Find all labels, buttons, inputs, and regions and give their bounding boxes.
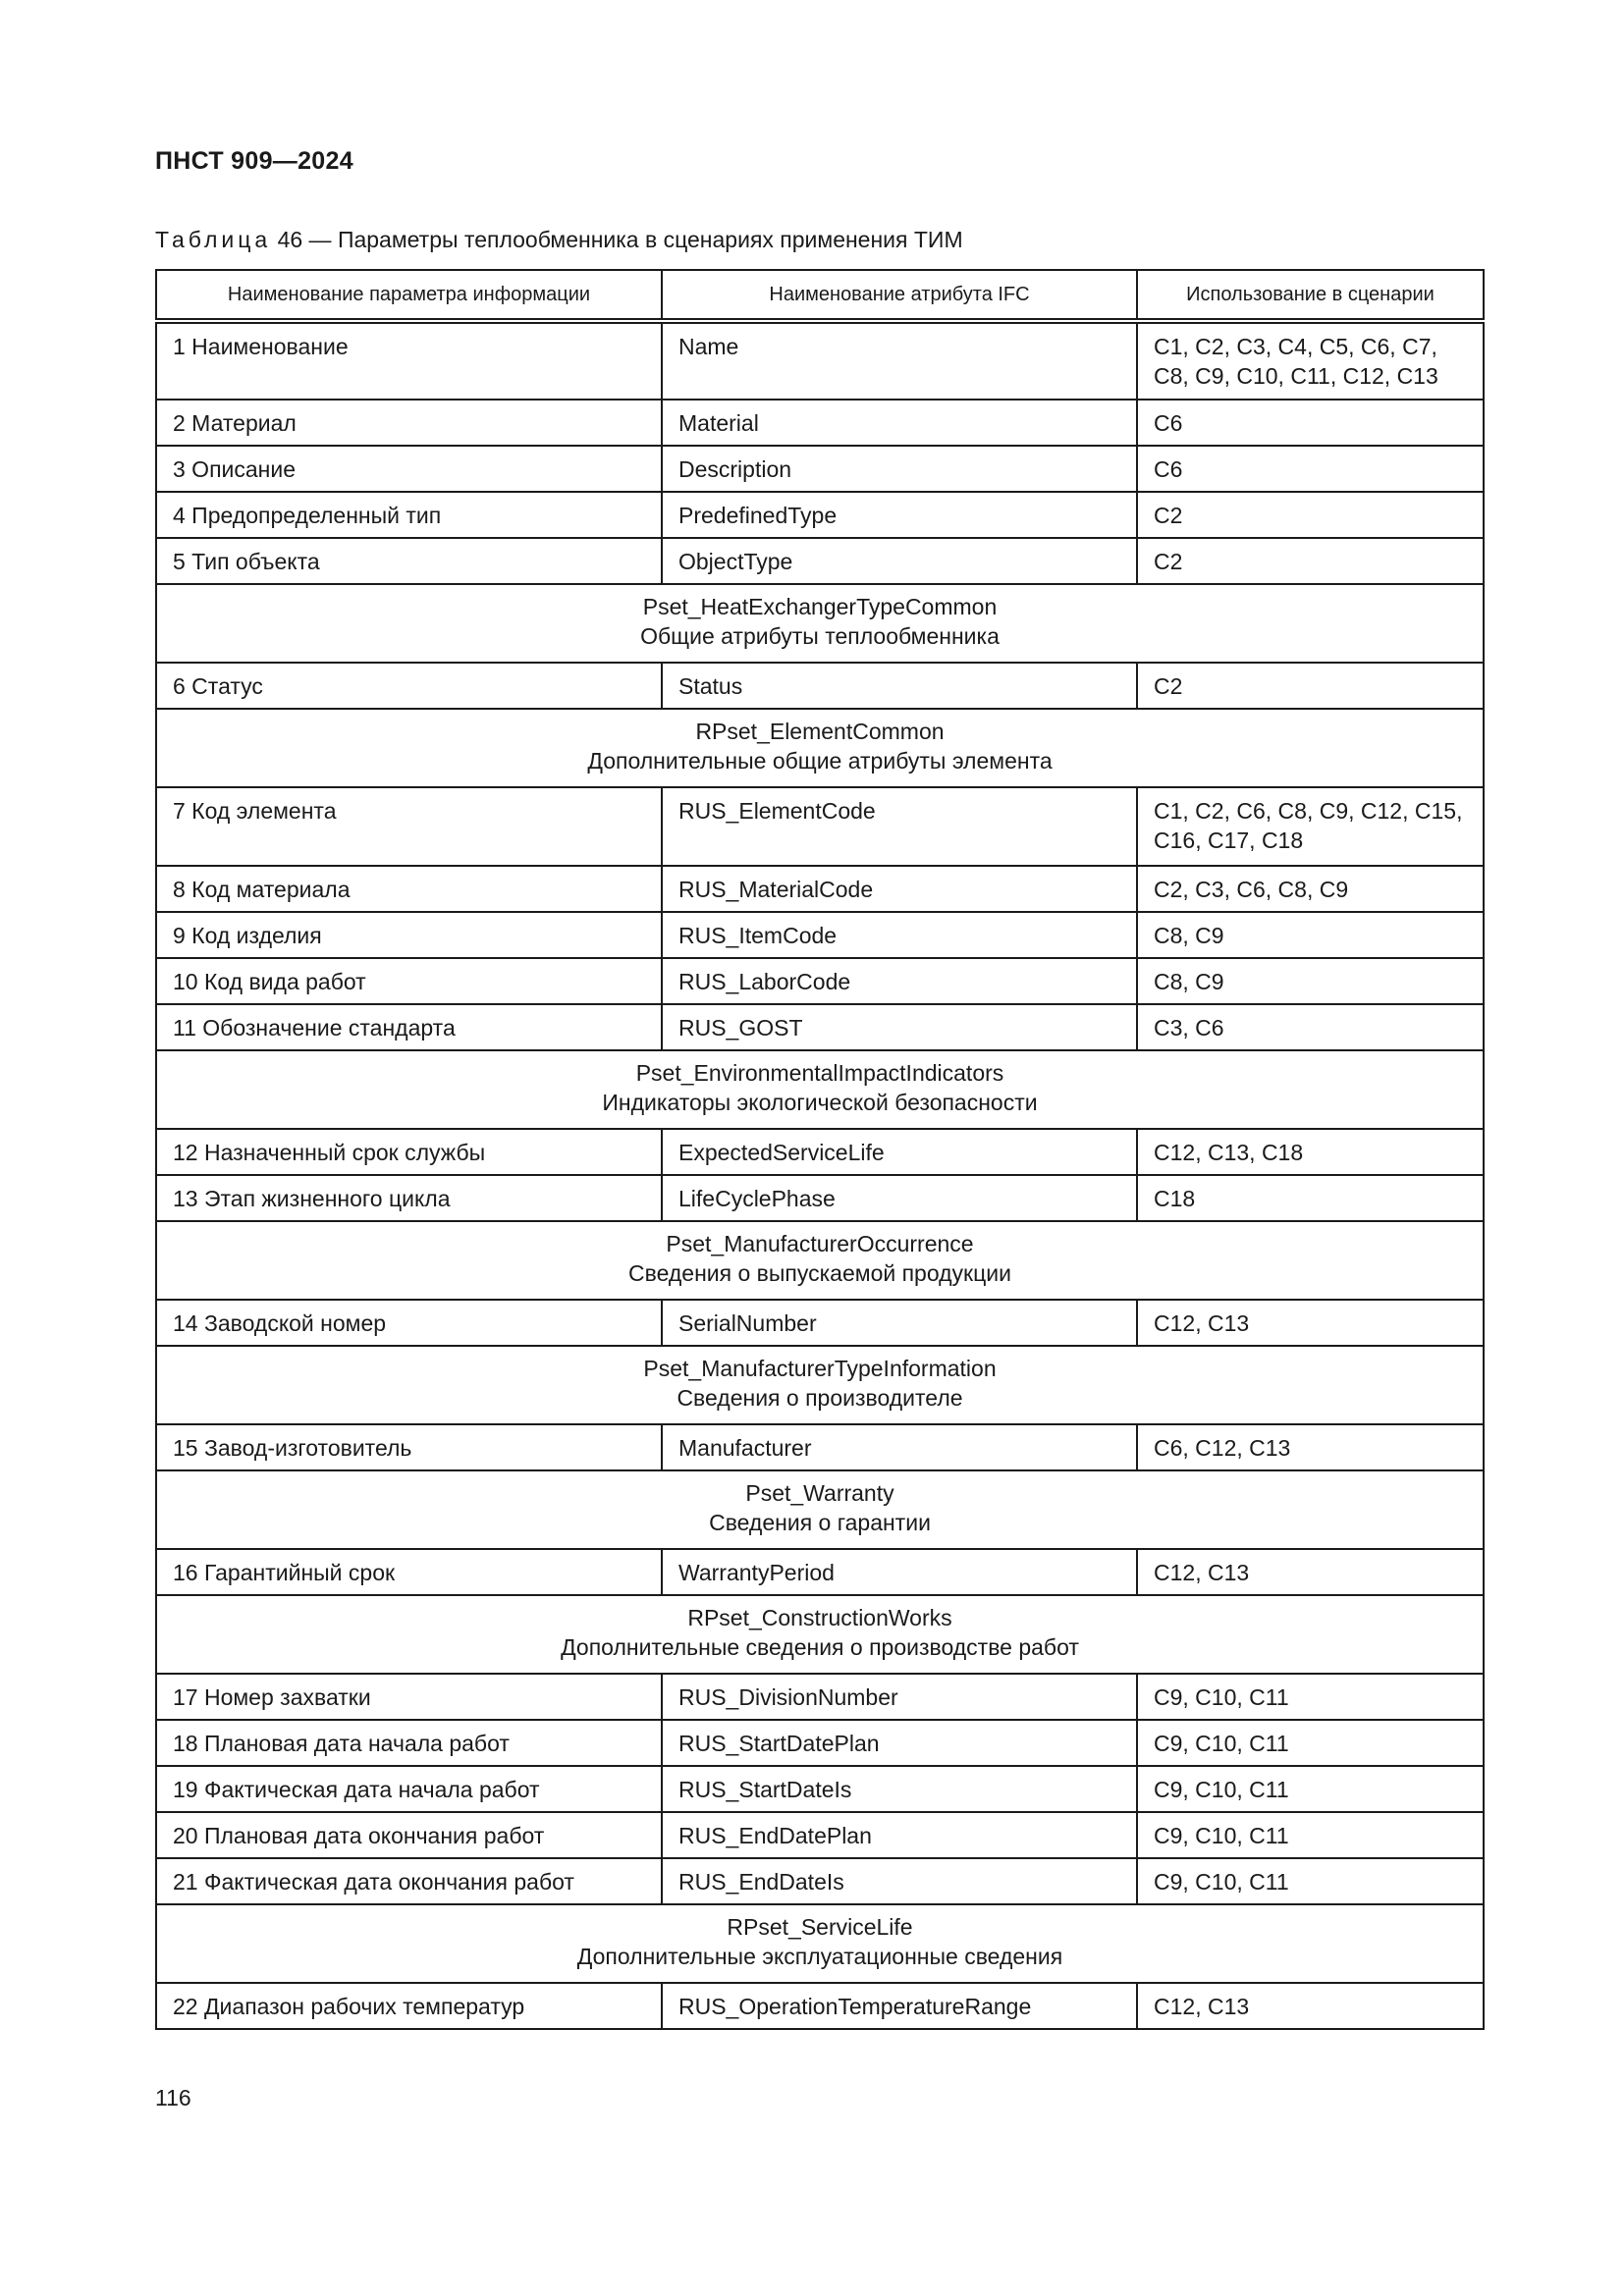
group-cell [156,584,1484,663]
ifc-attribute-cell: RUS_ItemCode [662,912,1137,958]
param-cell: 10 Код вида работ [156,958,662,1004]
group-cell [156,1904,1484,1983]
param-cell: 5 Тип объекта [156,538,662,584]
scenario-cell: C2 [1137,538,1484,584]
ifc-attribute-cell: SerialNumber [662,1300,1137,1346]
table-group-row [156,709,1484,787]
table-row [156,1766,1484,1812]
table-group-row [156,1221,1484,1300]
table-caption [155,227,963,253]
group-description: Дополнительные сведения о производстве работ [561,1634,1079,1660]
param-cell: 18 Плановая дата начала работ [156,1720,662,1766]
scenario-cell: C8, C9 [1137,912,1484,958]
table-row [156,1004,1484,1050]
ifc-attribute-cell: Description [662,446,1137,492]
ifc-attribute-cell: RUS_EndDatePlan [662,1812,1137,1858]
ifc-attribute-cell: Manufacturer [662,1424,1137,1470]
table-row [156,866,1484,912]
scenario-cell: C2, C3, C6, C8, C9 [1137,866,1484,912]
table-row [156,321,1484,400]
table-caption-prefix: Таблица [155,227,272,252]
table-row [156,1674,1484,1720]
ifc-attribute-cell: LifeCyclePhase [662,1175,1137,1221]
scenario-cell: C12, C13, C18 [1137,1129,1484,1175]
table-group-row [156,1904,1484,1983]
table-row [156,1858,1484,1904]
scenario-cell: C3, C6 [1137,1004,1484,1050]
scenario-cell: C1, C2, C3, C4, C5, C6, C7, C8, C9, C10, C11, C12, C13 [1137,321,1484,400]
param-cell: 11 Обозначение стандарта [156,1004,662,1050]
ifc-attribute-cell: RUS_StartDatePlan [662,1720,1137,1766]
scenario-cell: C6 [1137,400,1484,446]
table-row [156,1720,1484,1766]
group-pset-name: RPset_ServiceLife [727,1914,913,1940]
scenario-cell: C2 [1137,663,1484,709]
table-caption-text: 46 — Параметры теплообменника в сценариях применения ТИМ [271,227,963,252]
scenario-cell: C18 [1137,1175,1484,1221]
table-row [156,538,1484,584]
scenario-cell: C9, C10, C11 [1137,1858,1484,1904]
group-cell [156,1346,1484,1424]
table-row [156,1549,1484,1595]
scenario-cell: C8, C9 [1137,958,1484,1004]
group-pset-name: RPset_ConstructionWorks [687,1605,952,1630]
scenario-cell: C9, C10, C11 [1137,1720,1484,1766]
ifc-attribute-cell: ExpectedServiceLife [662,1129,1137,1175]
ifc-attribute-cell: PredefinedType [662,492,1137,538]
param-cell: 3 Описание [156,446,662,492]
group-pset-name: Pset_ManufacturerTypeInformation [643,1356,997,1381]
header-scenario-usage: Использование в сценарии [1137,270,1484,321]
group-cell [156,709,1484,787]
param-cell: 16 Гарантийный срок [156,1549,662,1595]
table-row [156,400,1484,446]
group-description: Сведения о гарантии [709,1510,931,1535]
param-cell: 7 Код элемента [156,787,662,866]
ifc-attribute-cell: RUS_EndDateIs [662,1858,1137,1904]
param-cell: 4 Предопределенный тип [156,492,662,538]
group-pset-name: Pset_ManufacturerOccurrence [666,1231,974,1256]
param-cell: 17 Номер захватки [156,1674,662,1720]
group-pset-name: Pset_HeatExchangerTypeCommon [642,594,998,619]
scenario-cell: C12, C13 [1137,1300,1484,1346]
table-group-row [156,1595,1484,1674]
param-cell: 21 Фактическая дата окончания работ [156,1858,662,1904]
group-cell [156,1595,1484,1674]
ifc-attribute-cell: RUS_StartDateIs [662,1766,1137,1812]
scenario-cell: C9, C10, C11 [1137,1766,1484,1812]
param-cell: 1 Наименование [156,321,662,400]
table-group-row [156,1346,1484,1424]
header-param-name: Наименование параметра информации [156,270,662,321]
scenario-cell: C12, C13 [1137,1549,1484,1595]
group-description: Индикаторы экологической безопасности [602,1090,1038,1115]
ifc-attribute-cell: RUS_DivisionNumber [662,1674,1137,1720]
table-group-row [156,1470,1484,1549]
scenario-cell: C9, C10, C11 [1137,1674,1484,1720]
ifc-attribute-cell: RUS_OperationTemperatureRange [662,1983,1137,2029]
group-description: Сведения о производителе [677,1385,963,1411]
table-body [156,321,1484,2029]
ifc-attribute-cell: RUS_LaborCode [662,958,1137,1004]
table-row [156,1424,1484,1470]
scenario-cell: C6 [1137,446,1484,492]
group-description: Дополнительные общие атрибуты элемента [587,748,1053,774]
scenario-cell: C1, C2, C6, C8, C9, C12, C15, C16, C17, C18 [1137,787,1484,866]
param-cell: 22 Диапазон рабочих температур [156,1983,662,2029]
param-cell: 8 Код материала [156,866,662,912]
param-cell: 9 Код изделия [156,912,662,958]
ifc-attribute-cell: Status [662,663,1137,709]
group-pset-name: RPset_ElementCommon [695,719,945,744]
table-row [156,787,1484,866]
param-cell: 20 Плановая дата окончания работ [156,1812,662,1858]
ifc-attribute-cell: Material [662,400,1137,446]
table-row [156,1812,1484,1858]
page-number: 116 [155,2085,191,2110]
ifc-attribute-cell: RUS_ElementCode [662,787,1137,866]
param-cell: 12 Назначенный срок службы [156,1129,662,1175]
table-row [156,492,1484,538]
ifc-attribute-cell: ObjectType [662,538,1137,584]
ifc-attribute-cell: WarrantyPeriod [662,1549,1137,1595]
param-cell: 6 Статус [156,663,662,709]
table-row [156,958,1484,1004]
param-cell: 15 Завод-изготовитель [156,1424,662,1470]
group-description: Общие атрибуты теплообменника [640,623,1000,649]
table-row [156,912,1484,958]
param-cell: 2 Материал [156,400,662,446]
group-description: Сведения о выпускаемой продукции [628,1260,1011,1286]
parameters-table [155,269,1485,2030]
group-description: Дополнительные эксплуатационные сведения [576,1944,1063,1969]
group-pset-name: Pset_Warranty [745,1480,894,1506]
table-row [156,663,1484,709]
scenario-cell: C12, C13 [1137,1983,1484,2029]
group-cell [156,1470,1484,1549]
ifc-attribute-cell: Name [662,321,1137,400]
table-row [156,1129,1484,1175]
table-row [156,446,1484,492]
scenario-cell: C9, C10, C11 [1137,1812,1484,1858]
scenario-cell: C6, C12, C13 [1137,1424,1484,1470]
table-header-row [156,270,1484,321]
group-cell [156,1050,1484,1129]
table-row [156,1300,1484,1346]
header-ifc-attribute: Наименование атрибута IFC [662,270,1137,321]
group-pset-name: Pset_EnvironmentalImpactIndicators [635,1060,1004,1086]
param-cell: 13 Этап жизненного цикла [156,1175,662,1221]
param-cell: 14 Заводской номер [156,1300,662,1346]
table-row [156,1983,1484,2029]
scenario-cell: C2 [1137,492,1484,538]
table-group-row [156,584,1484,663]
ifc-attribute-cell: RUS_MaterialCode [662,866,1137,912]
group-cell [156,1221,1484,1300]
document-code: ПНСТ 909—2024 [155,147,353,175]
ifc-attribute-cell: RUS_GOST [662,1004,1137,1050]
param-cell: 19 Фактическая дата начала работ [156,1766,662,1812]
table-row [156,1175,1484,1221]
table-group-row [156,1050,1484,1129]
